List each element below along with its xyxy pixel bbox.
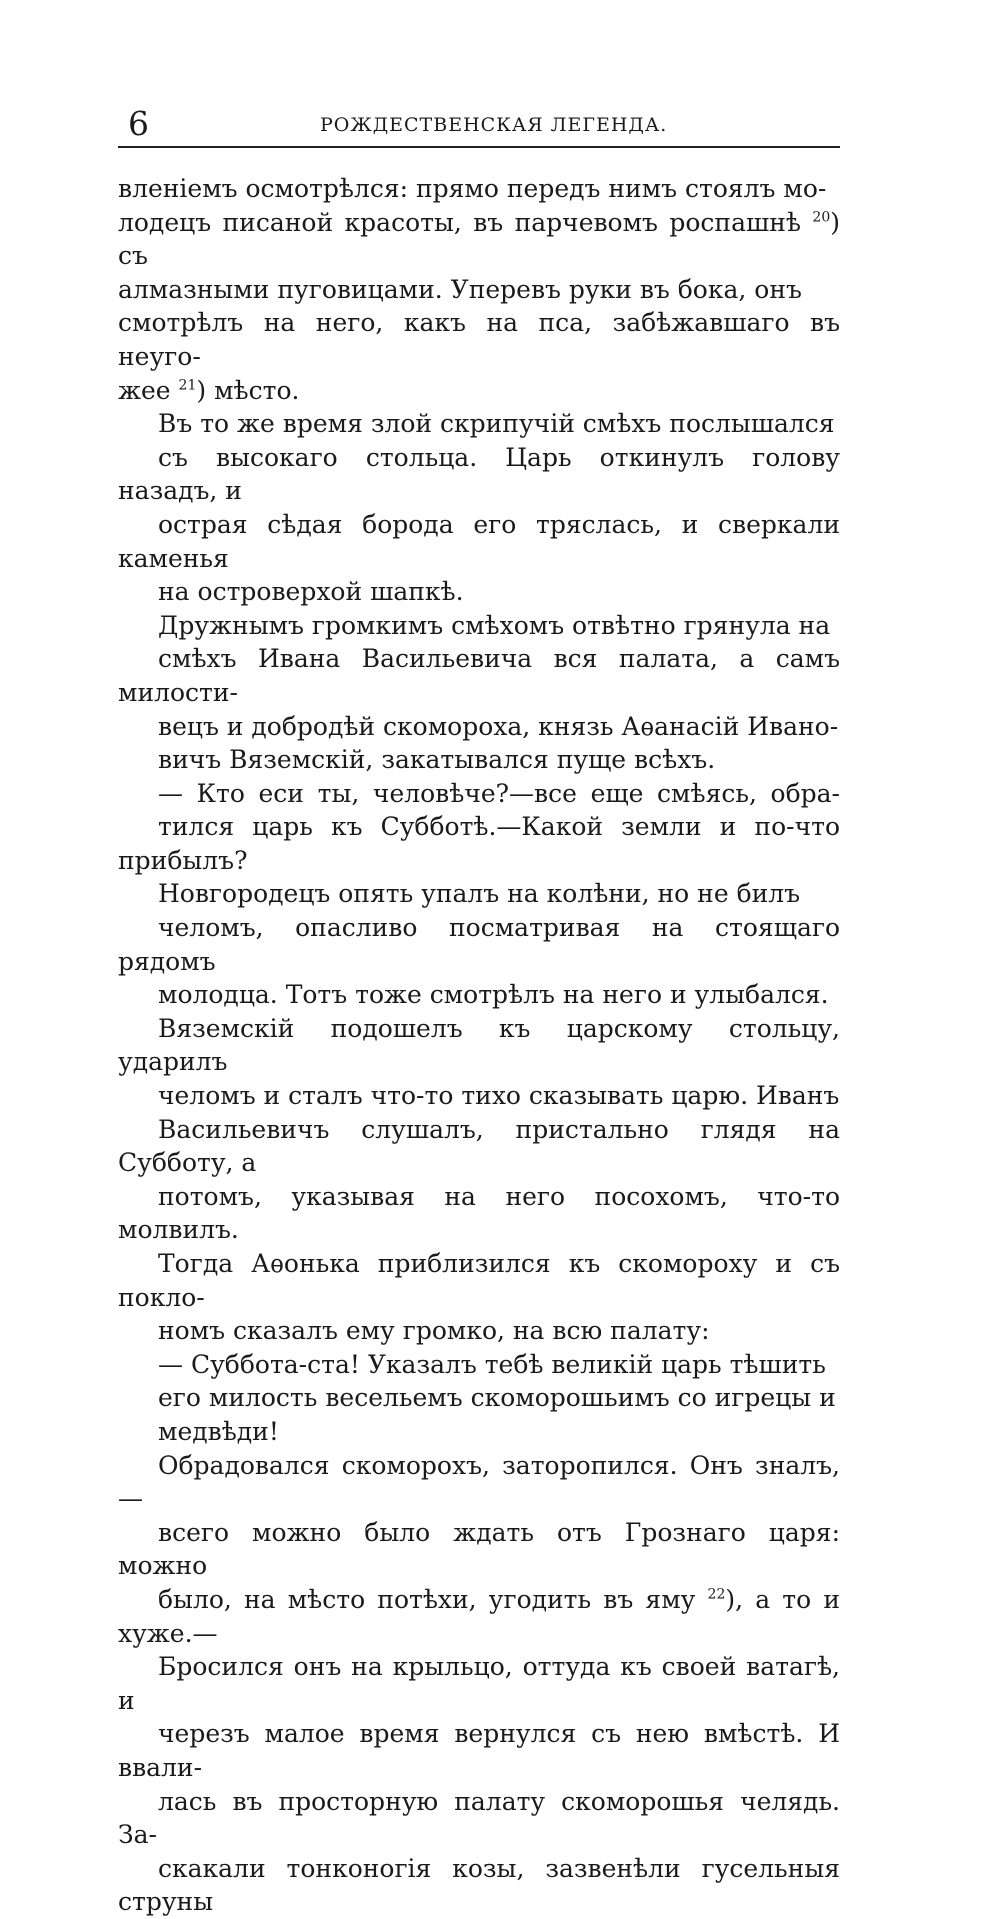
text-line: смѣхъ Ивана Васильевича вся палата, а самъ милости- <box>118 644 840 707</box>
footnote-ref: 22 <box>707 1586 726 1603</box>
text-line: — Кто еси ты, человѣче?—все еще смѣясь, обра- <box>158 778 840 808</box>
paragraph <box>118 609 840 777</box>
paragraph <box>118 1012 840 1348</box>
footnote-ref: 20 <box>812 209 831 226</box>
paragraph <box>118 1449 840 1919</box>
paragraph <box>118 777 840 878</box>
text-line: молодца. Тотъ тоже смотрѣлъ на него и улыбался. <box>158 980 829 1010</box>
text-line: всего можно было ждать отъ Грознаго царя: можно <box>118 1517 840 1581</box>
body-text <box>118 172 840 1919</box>
paragraph <box>118 877 840 1011</box>
footnote-ref: 21 <box>178 377 197 394</box>
text-line: номъ сказалъ ему громко, на всю палату: <box>158 1316 710 1346</box>
text-line: челомъ, опасливо посматривая на стоящаго рядомъ <box>118 913 840 976</box>
text-line: его милость весельемъ скоморошьимъ со игрецы и <box>158 1383 836 1413</box>
page-number: 6 <box>128 104 149 143</box>
paragraph <box>118 172 840 407</box>
text-line: вецъ и добродѣй скомороха, князь Аѳанасій Ивано- <box>158 711 839 741</box>
text-line: Новгородецъ опять упалъ на колѣни, но не билъ <box>158 879 801 909</box>
text-line: скакали тонконогія козы, зазвенѣли гусельныя струны <box>118 1853 840 1917</box>
text-line: лодецъ писаной красоты, въ парчевомъ роспашнѣ $^{20}$) съ <box>118 207 840 271</box>
text-line: было, на мѣсто потѣхи, угодить въ яму $^{22}$), а то и хуже.— <box>118 1584 840 1648</box>
text-line: Вяземскій подошелъ къ царскому стольцу, ударилъ <box>118 1013 840 1077</box>
paragraph <box>118 1348 840 1449</box>
text-line: лась въ просторную палату скоморошья челядь. За- <box>118 1786 840 1850</box>
text-line: черезъ малое время вернулся съ нею вмѣстѣ. И ввали- <box>118 1719 840 1782</box>
text-line: Обрадовался скоморохъ, заторопился. Онъ зналъ,— <box>118 1450 840 1514</box>
page-header <box>118 98 840 148</box>
text-line: челомъ и сталъ что-то тихо сказывать царю. Иванъ <box>158 1081 840 1111</box>
text-line: потомъ, указывая на него посохомъ, что-то молвилъ. <box>118 1181 840 1245</box>
text-line: на островерхой шапкѣ. <box>158 577 464 607</box>
text-line: смотрѣлъ на него, какъ на пса, забѣжавшаго въ неуго- <box>118 308 840 371</box>
text-line: жее $^{21}$) мѣсто. <box>118 375 300 405</box>
text-line: Тогда Аѳонька приблизился къ скомороху и съ покло- <box>118 1249 840 1312</box>
text-line: вичъ Вяземскій, закатывался пуще всѣхъ. <box>158 745 716 775</box>
text-line: — Суббота-ста! Указалъ тебѣ великій царь тѣшить <box>158 1349 826 1379</box>
text-line: Дружнымъ громкимъ смѣхомъ отвѣтно грянула на <box>158 610 831 640</box>
header-rule <box>118 146 840 148</box>
text-line: вленіемъ осмотрѣлся: прямо передъ нимъ стоялъ мо- <box>118 174 827 203</box>
text-line: съ высокаго стольца. Царь откинулъ голову назадъ, и <box>118 442 840 506</box>
text-line: алмазными пуговицами. Уперевъ руки въ бока, онъ <box>118 274 802 304</box>
text-line: медвѣди! <box>158 1416 279 1446</box>
text-line: Бросился онъ на крыльцо, оттуда къ своей ватагѣ, и <box>118 1652 840 1715</box>
running-title: РОЖДЕСТВЕНСКАЯ ЛЕГЕНДА. <box>320 114 668 136</box>
text-line: острая сѣдая борода его тряслась, и сверкали каменья <box>118 509 840 573</box>
paragraph <box>118 407 840 609</box>
text-line: тился царь къ Субботѣ.—Какой земли и по-что прибылъ? <box>118 812 840 875</box>
text-line: Васильевичъ слушалъ, пристально глядя на Субботу, а <box>118 1114 840 1178</box>
text-line: Въ то же время злой скрипучій смѣхъ послышался <box>158 409 835 439</box>
